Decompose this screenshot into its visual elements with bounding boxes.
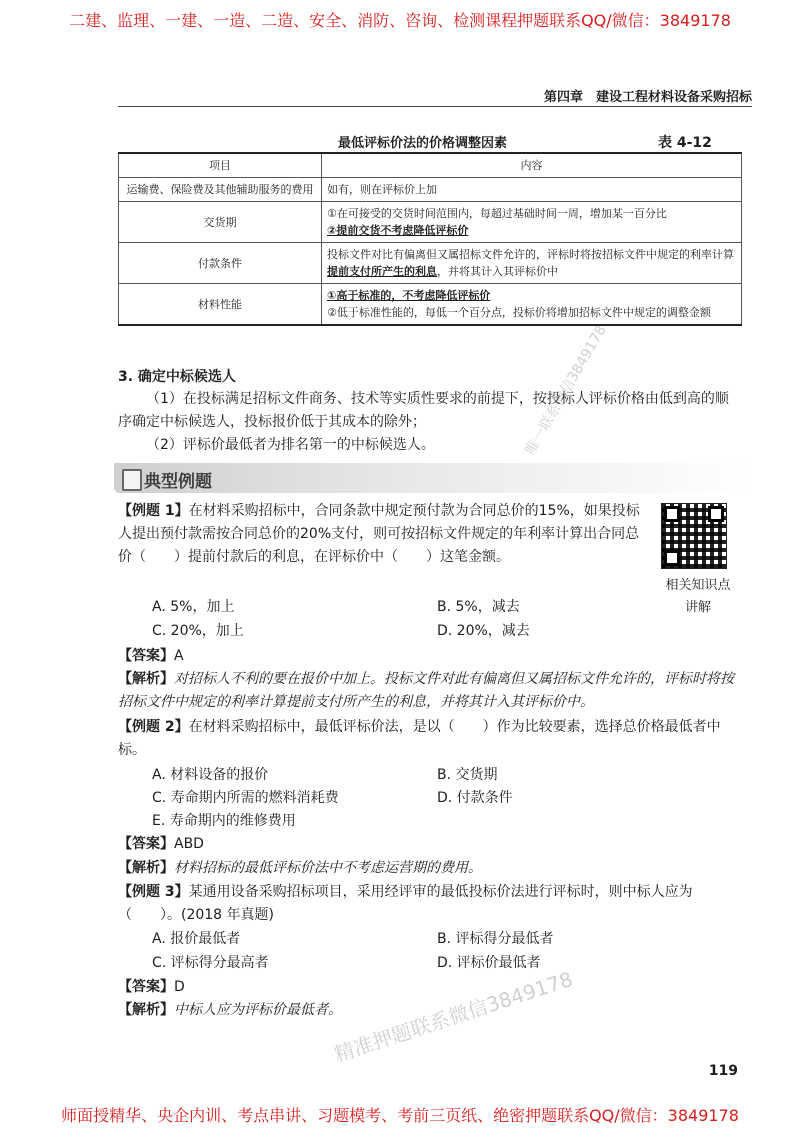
page-number: 119 — [708, 1063, 738, 1079]
table-row — [119, 284, 742, 326]
table-cell-content — [322, 202, 742, 243]
explain-text: 对招标人不利的要在报价中加上。投标文件对此有偏离但又属招标文件允许的，评标时将按招标文件中规定的利率计算提前支付所产生的利息，并将其计入其评标价中。 — [118, 671, 734, 710]
table-row — [119, 178, 742, 202]
table-cell-item: 运输费、保险费及其他辅助服务的费用 — [119, 178, 322, 202]
explain-label: 【解析】 — [118, 860, 174, 876]
example-label: 【例题 1】 — [118, 503, 189, 519]
option-d: D. 评标价最低者 — [437, 955, 541, 971]
price-adjustment-table — [118, 152, 742, 326]
option-a: A. 报价最低者 — [152, 931, 241, 947]
explain-label: 【解析】 — [118, 671, 174, 687]
table-row — [119, 202, 742, 243]
section-title: 3. 确定中标候选人 — [118, 369, 236, 385]
notebook-icon — [122, 469, 142, 491]
qr-caption: 相关知识点讲解 — [665, 578, 731, 615]
option-b: B. 5%，减去 — [437, 599, 520, 615]
explain-label: 【解析】 — [118, 1002, 174, 1018]
table-cell-item: 材料性能 — [119, 284, 322, 326]
qr-finder-icon — [664, 550, 680, 566]
table-header-content: 内容 — [322, 153, 742, 178]
example-stem-text: 在材料采购招标中，合同条款中规定预付款为合同总价的15%，如果投标人提出预付款需按合同总价的20%支付，则可按招标文件规定的年利率计算出合同总价（ ）提前付款后的利息，在评标价中（ ）这笔金额。 — [118, 503, 640, 565]
example-3-answer — [118, 976, 742, 999]
content-line: 如有，则在评标价上加 — [327, 183, 437, 196]
content-line-emphasis: ①高于标准的，不考虑降低评标价 — [327, 289, 491, 302]
option-b: B. 评标得分最低者 — [437, 931, 554, 947]
table-cell-content — [322, 243, 742, 284]
option-e: E. 寿命期内的维修费用 — [152, 813, 296, 829]
table-header-row — [119, 153, 742, 178]
content-emphasis: 提前支付所产生的利息 — [327, 265, 437, 278]
table-number: 表 4-12 — [658, 135, 712, 151]
option-a: A. 材料设备的报价 — [152, 767, 269, 783]
option-c: C. 评标得分最高者 — [152, 955, 269, 971]
header-rule — [118, 106, 752, 107]
watermark: 精准押题联系微信3849178 — [331, 966, 576, 1067]
option-a: A. 5%，加上 — [152, 599, 235, 615]
section-paragraph: （2）评标价最低者为排名第一的中标候选人。 — [146, 437, 435, 453]
example-label: 【例题 2】 — [118, 719, 189, 735]
explain-text: 材料招标的最低评标价法中不考虑运营期的费用。 — [174, 860, 482, 876]
table-title: 最低评标价法的价格调整因素 — [338, 136, 508, 151]
chapter-header: 第四章 建设工程材料设备采购招标 — [543, 90, 752, 105]
table-cell-item: 交货期 — [119, 202, 322, 243]
content-line-emphasis: ②提前交货不考虑降低评标价 — [327, 224, 469, 237]
watermark: 唯一联系微信3849178 — [522, 322, 610, 458]
answer-value: D — [174, 979, 185, 995]
answer-label: 【答案】 — [118, 836, 174, 852]
option-d: D. 20%，减去 — [437, 623, 530, 639]
answer-label: 【答案】 — [118, 979, 174, 995]
option-b: B. 交货期 — [437, 767, 498, 783]
qr-code-icon[interactable] — [661, 503, 727, 569]
example-1-answer — [118, 645, 742, 668]
example-3-stem — [118, 881, 742, 927]
table-cell-content — [322, 284, 742, 326]
section-paragraph: （1）在投标满足招标文件商务、技术等实质性要求的前提下，按投标人评标价格由低到高的顺序确定中标候选人，投标报价低于其成本的除外； — [118, 391, 729, 430]
content-line: 投标文件对比有偏离但又属招标文件允许的，评标时将按招标文件中规定的利率计算提前支付所产生的利息，并将其计入其评标价中 — [327, 248, 734, 278]
example-2-stem — [118, 716, 742, 762]
explain-text: 中标人应为评标价最低者。 — [174, 1002, 342, 1018]
qr-finder-icon — [664, 506, 680, 522]
example-2-explanation — [118, 857, 742, 880]
option-d: D. 付款条件 — [437, 790, 513, 806]
content-line: ①在可接受的交货时间范围内，每超过基础时间一周，增加某一百分比 — [327, 207, 667, 220]
example-1-stem — [118, 500, 648, 569]
example-2-answer — [118, 833, 742, 856]
examples-banner — [114, 463, 754, 493]
option-c: C. 寿命期内所需的燃料消耗费 — [152, 790, 339, 806]
table-header-item: 项目 — [119, 153, 322, 178]
example-stem-text: 在材料采购招标中，最低评标价法，是以（ ）作为比较要素，选择总价格最低者中标。 — [118, 719, 721, 758]
top-banner: 二建、监理、一建、一造、二造、安全、消防、咨询、检测课程押题联系QQ/微信：3849178 — [69, 11, 731, 30]
content-line: ②低于标准性能的，每低一个百分点，投标价将增加招标文件中规定的调整金额 — [327, 306, 711, 319]
option-c: C. 20%，加上 — [152, 623, 244, 639]
qr-finder-icon — [708, 506, 724, 522]
example-label: 【例题 3】 — [118, 884, 189, 900]
bottom-banner: 师面授精华、央企内训、考点串讲、习题模考、考前三页纸、绝密押题联系QQ/微信：3849178 — [61, 1106, 739, 1125]
table-cell-content — [322, 178, 742, 202]
examples-title: 典型例题 — [144, 472, 212, 492]
answer-label: 【答案】 — [118, 648, 174, 664]
answer-value: A — [174, 648, 184, 664]
answer-value: ABD — [174, 836, 204, 852]
example-stem-text: 某通用设备采购招标项目，采用经评审的最低投标价法进行评标时，则中标人应为（ ）。(2018 年真题) — [118, 884, 693, 923]
example-1-explanation — [118, 668, 742, 714]
table-cell-item: 付款条件 — [119, 243, 322, 284]
table-row — [119, 243, 742, 284]
